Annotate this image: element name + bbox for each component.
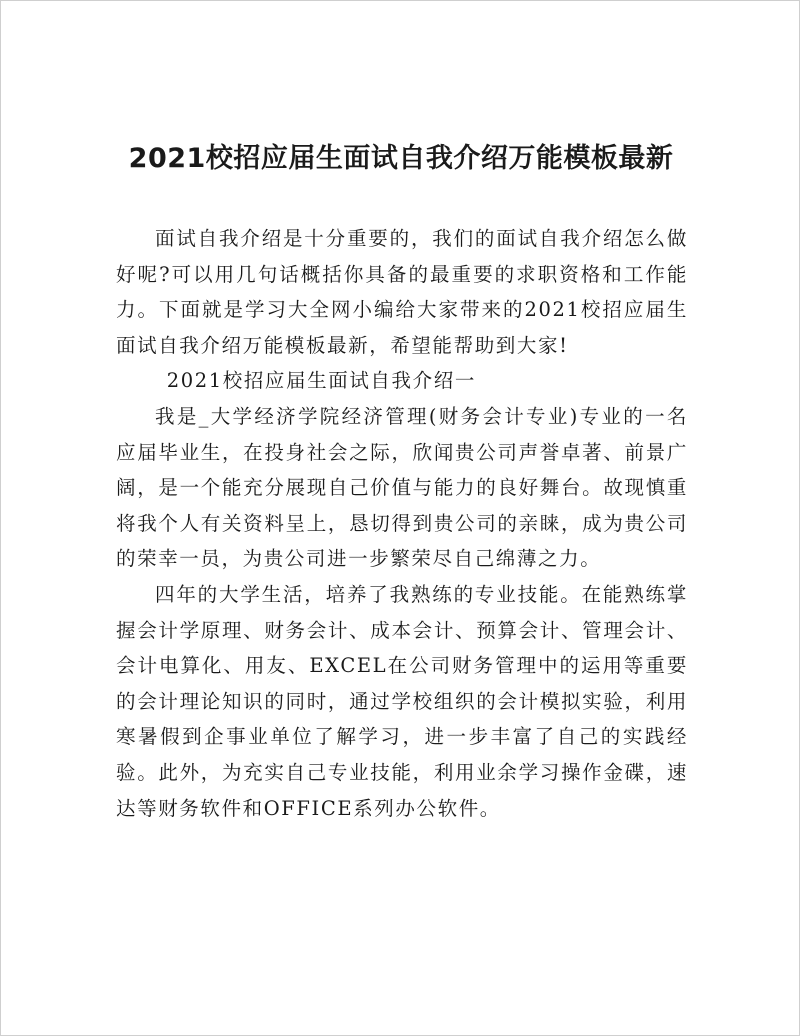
intro-paragraph: 面试自我介绍是十分重要的，我们的面试自我介绍怎么做好呢?可以用几句话概括你具备的最重要的求职资格和工作能力。下面就是学习大全网小编给大家带来的2021校招应届生面试自我介绍万能模板最新，希望能帮助到大家! (116, 227, 688, 357)
document-body (116, 221, 688, 826)
body-paragraph: 我是_大学经济学院经济管理(财务会计专业)专业的一名应届毕业生，在投身社会之际，欣闻贵公司声誉卓著、前景广阔，是一个能充分展现自己价值与能力的良好舞台。故现慎重将我个人有关资料呈上，恳切得到贵公司的亲睐，成为贵公司的荣幸一员，为贵公司进一步繁荣尽自己绵薄之力。 (116, 404, 688, 571)
section-heading: 2021校招应届生面试自我介绍一 (166, 369, 476, 393)
body-paragraph: 四年的大学生活，培养了我熟练的专业技能。在能熟练掌握会计学原理、财务会计、成本会计、预算会计、管理会计、会计电算化、用友、EXCEL在公司财务管理中的运用等重要的会计理论知识的同时，通过学校组织的会计模拟实验，利用寒暑假到企事业单位了解学习，进一步丰富了自己的实践经验。此外，为充实自己专业技能，利用业余学习操作金碟，速达等财务软件和OFFICE系列办公软件。 (116, 582, 688, 820)
document-title: 2021校招应届生面试自我介绍万能模板最新 (128, 143, 674, 174)
